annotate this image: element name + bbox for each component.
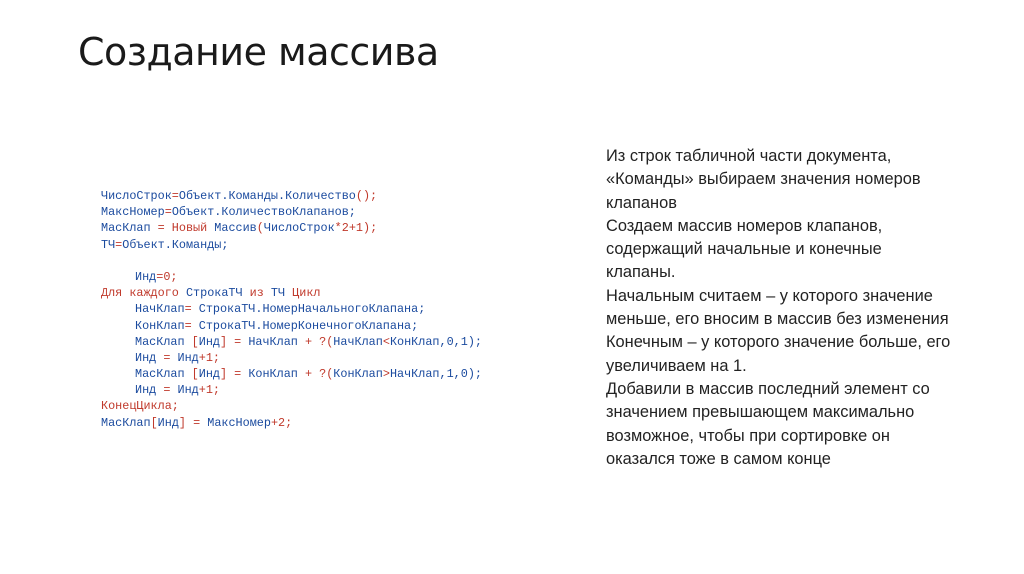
- code-token: НачКлап: [333, 334, 383, 349]
- code-line: [101, 269, 482, 285]
- code-token: + ?(: [304, 367, 334, 382]
- code-line: [101, 285, 482, 301]
- code-token: ЧислоСтрок: [263, 221, 335, 236]
- description-paragraph: Добавили в массив последний элемент со значением превышающем максимально возможное, чтобы при сортировке он оказался тоже в самом конце: [606, 379, 930, 468]
- code-token: =: [115, 237, 123, 252]
- code-line: [101, 382, 482, 398]
- code-token: Объект.КоличествоКлапанов;: [171, 205, 356, 220]
- code-token: =: [164, 205, 172, 220]
- code-token: НачКлап: [389, 367, 440, 382]
- code-line: [101, 350, 482, 366]
- code-line: [101, 237, 482, 253]
- description-paragraph: Из строк табличной части документа, «Команды» выбираем значения номеров клапанов: [606, 147, 921, 212]
- code-token: МасКлап: [101, 221, 158, 236]
- code-token: КонецЦикла: [101, 399, 172, 414]
- code-token: ] =: [219, 334, 249, 349]
- code-token: Объект.Команды;: [122, 237, 229, 252]
- code-line: [101, 220, 482, 236]
- code-token: [: [150, 415, 158, 430]
- code-token: МаксНомер: [207, 415, 271, 430]
- code-token: МасКлап: [135, 334, 192, 349]
- code-line: [101, 253, 482, 269]
- code-token: КонКлап: [333, 367, 383, 382]
- code-token: ,0,1);: [439, 334, 482, 349]
- code-token: =: [184, 318, 199, 333]
- code-token: *2+1: [334, 221, 363, 236]
- code-token: = Новый: [157, 221, 215, 236]
- code-token: МасКлап: [135, 367, 192, 382]
- description-paragraph: Создаем массив номеров клапанов, содержащий начальные и конечные клапаны.: [606, 216, 883, 282]
- code-token: +1;: [198, 383, 220, 398]
- code-token: =: [163, 350, 178, 365]
- code-token: (: [256, 221, 264, 236]
- code-line: [101, 366, 482, 382]
- code-token: КонКлап: [135, 318, 185, 333]
- code-line: [101, 204, 482, 220]
- code-token: [: [191, 367, 199, 382]
- code-token: ] =: [178, 415, 208, 430]
- code-token: Инд: [198, 367, 220, 382]
- code-token: Инд: [135, 350, 164, 365]
- code-line: [101, 301, 482, 317]
- code-block: [101, 188, 482, 431]
- description-paragraph: Начальным считаем – у которого значение меньше, его вносим в массив без изменения: [606, 286, 949, 329]
- code-line: [101, 318, 482, 334]
- code-token: ();: [355, 189, 378, 203]
- code-line: [101, 415, 482, 431]
- code-token: Массив: [214, 221, 257, 236]
- code-token: из: [249, 286, 271, 301]
- code-token: Инд: [177, 350, 199, 365]
- code-line: [101, 398, 482, 414]
- code-line: [101, 188, 482, 204]
- description-paragraph: Конечным – у которого значение больше, его увеличиваем на 1.: [606, 333, 951, 375]
- code-token: ТЧ: [270, 286, 293, 301]
- code-token: Инд: [135, 269, 157, 284]
- code-token: Для каждого: [101, 286, 186, 301]
- slide-title: Создание массива: [78, 30, 439, 74]
- code-token: НачКлап: [248, 334, 305, 349]
- code-token: СтрокаТЧ.НомерНачальногоКлапана;: [198, 302, 426, 317]
- code-token: =: [184, 302, 199, 317]
- code-token: >: [382, 367, 390, 382]
- code-token: МасКлап: [101, 415, 151, 430]
- code-token: Инд: [157, 415, 179, 430]
- code-token: Цикл: [292, 286, 321, 301]
- code-line: [101, 334, 482, 350]
- code-token: + ?(: [304, 334, 334, 349]
- code-token: МаксНомер: [101, 205, 165, 220]
- code-token: ;: [171, 399, 179, 414]
- code-token: );: [362, 221, 378, 236]
- code-token: =: [163, 383, 178, 398]
- code-token: ЧислоСтрок: [101, 189, 172, 203]
- code-token: ] =: [219, 367, 249, 382]
- description-text: [606, 145, 951, 471]
- code-token: СтрокаТЧ.НомерКонечногоКлапана;: [198, 318, 419, 333]
- code-token: =: [171, 189, 179, 203]
- code-token: КонКлап: [389, 334, 440, 349]
- code-token: Инд: [198, 334, 220, 349]
- code-token: +2;: [270, 415, 293, 430]
- code-token: Инд: [177, 383, 199, 398]
- code-token: Объект.Команды.Количество: [178, 189, 356, 203]
- code-token: СтрокаТЧ: [185, 286, 250, 301]
- code-token: [: [191, 334, 199, 349]
- code-token: НачКлап: [135, 302, 185, 317]
- code-token: ТЧ: [101, 237, 116, 252]
- code-token: <: [382, 334, 390, 349]
- code-token: Инд: [135, 383, 164, 398]
- code-token: =0;: [156, 269, 178, 284]
- code-token: +1;: [198, 350, 220, 365]
- code-token: КонКлап: [248, 367, 305, 382]
- code-token: ,1,0);: [439, 367, 482, 382]
